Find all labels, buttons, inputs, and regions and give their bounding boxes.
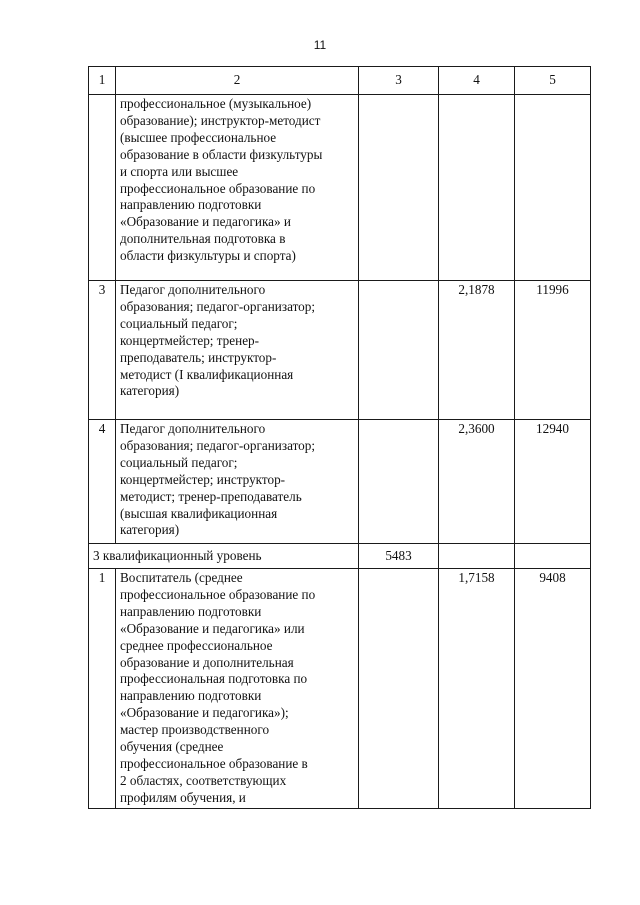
description-line: области физкультуры и спорта) bbox=[120, 248, 296, 264]
description-line: Педагог дополнительного bbox=[120, 421, 266, 436]
salary-cell bbox=[515, 95, 591, 281]
column-header: 1 bbox=[89, 67, 116, 95]
base-salary-cell bbox=[359, 420, 439, 544]
description-line: профессиональное (музыкальное) bbox=[120, 96, 312, 111]
description-line: образование); инструктор-методист bbox=[120, 112, 321, 128]
description-line: (высшее профессиональное bbox=[120, 129, 277, 145]
description-line: преподаватель; инструктор- bbox=[120, 349, 277, 365]
description-line: 2 областях, соответствующих bbox=[120, 772, 287, 788]
description-line: социальный педагог; bbox=[120, 315, 238, 331]
row-number: 4 bbox=[89, 420, 116, 544]
description-line: Педагог дополнительного bbox=[120, 282, 266, 297]
row-number: 3 bbox=[89, 281, 116, 420]
description-line: направлению подготовки bbox=[120, 603, 262, 619]
position-description bbox=[116, 281, 359, 420]
salary-cell: 11996 bbox=[515, 281, 591, 420]
salary-table bbox=[88, 66, 591, 809]
description-line: (высшая квалификационная bbox=[120, 505, 278, 521]
description-line: концертмейстер; инструктор- bbox=[120, 471, 286, 487]
salary-cell: 9408 bbox=[515, 569, 591, 809]
description-line: обучения (среднее bbox=[120, 739, 224, 755]
description-line: «Образование и педагогика» и bbox=[120, 214, 291, 230]
base-salary-cell bbox=[359, 281, 439, 420]
base-salary-cell bbox=[359, 569, 439, 809]
salary-cell bbox=[515, 544, 591, 569]
page-number: 11 bbox=[313, 38, 327, 52]
description-line: методист; тренер-преподаватель bbox=[120, 488, 302, 504]
description-line: профилям обучения, и bbox=[120, 789, 246, 805]
description-line: дополнительная подготовка в bbox=[120, 231, 286, 247]
position-description bbox=[116, 569, 359, 809]
description-line: Воспитатель (среднее bbox=[120, 570, 243, 585]
qualification-level-base-salary: 5483 bbox=[359, 544, 439, 569]
column-header: 2 bbox=[116, 67, 359, 95]
description-line: среднее профессиональное bbox=[120, 637, 273, 653]
description-line: направлению подготовки bbox=[120, 197, 262, 213]
base-salary-cell bbox=[359, 95, 439, 281]
description-line: концертмейстер; тренер- bbox=[120, 332, 260, 348]
salary-cell: 12940 bbox=[515, 420, 591, 544]
row-number bbox=[89, 95, 116, 281]
description-line: профессиональное образование по bbox=[120, 586, 316, 602]
description-line: образования; педагог-организатор; bbox=[120, 437, 316, 453]
column-header: 4 bbox=[439, 67, 515, 95]
description-line: «Образование и педагогика» или bbox=[120, 620, 305, 636]
qualification-level-row bbox=[89, 544, 591, 569]
coefficient-cell bbox=[439, 544, 515, 569]
description-line: мастер производственного bbox=[120, 722, 270, 738]
description-line: образование в области физкультуры bbox=[120, 146, 323, 162]
coefficient-cell: 2,1878 bbox=[439, 281, 515, 420]
coefficient-cell bbox=[439, 95, 515, 281]
description-line: направлению подготовки bbox=[120, 688, 262, 704]
position-description bbox=[116, 420, 359, 544]
table-row bbox=[89, 281, 591, 420]
coefficient-cell: 2,3600 bbox=[439, 420, 515, 544]
description-line: образования; педагог-организатор; bbox=[120, 298, 316, 314]
row-number: 1 bbox=[89, 569, 116, 809]
description-line: и спорта или высшее bbox=[120, 163, 239, 179]
table-header-row bbox=[89, 67, 591, 95]
description-line: профессиональное образование по bbox=[120, 180, 316, 196]
qualification-level-label: 3 квалификационный уровень bbox=[89, 544, 359, 569]
description-line: методист (I квалификационная bbox=[120, 366, 294, 382]
coefficient-cell: 1,7158 bbox=[439, 569, 515, 809]
column-header: 5 bbox=[515, 67, 591, 95]
description-line: категория) bbox=[120, 383, 180, 399]
description-line: категория) bbox=[120, 522, 180, 538]
description-line: профессиональное образование в bbox=[120, 755, 308, 771]
description-line: социальный педагог; bbox=[120, 454, 238, 470]
description-line: образование и дополнительная bbox=[120, 654, 294, 670]
table-row bbox=[89, 569, 591, 809]
description-line: профессиональная подготовка по bbox=[120, 671, 308, 687]
column-header: 3 bbox=[359, 67, 439, 95]
table-row bbox=[89, 420, 591, 544]
description-line: «Образование и педагогика»); bbox=[120, 705, 289, 721]
position-description bbox=[116, 95, 359, 281]
table-row bbox=[89, 95, 591, 281]
